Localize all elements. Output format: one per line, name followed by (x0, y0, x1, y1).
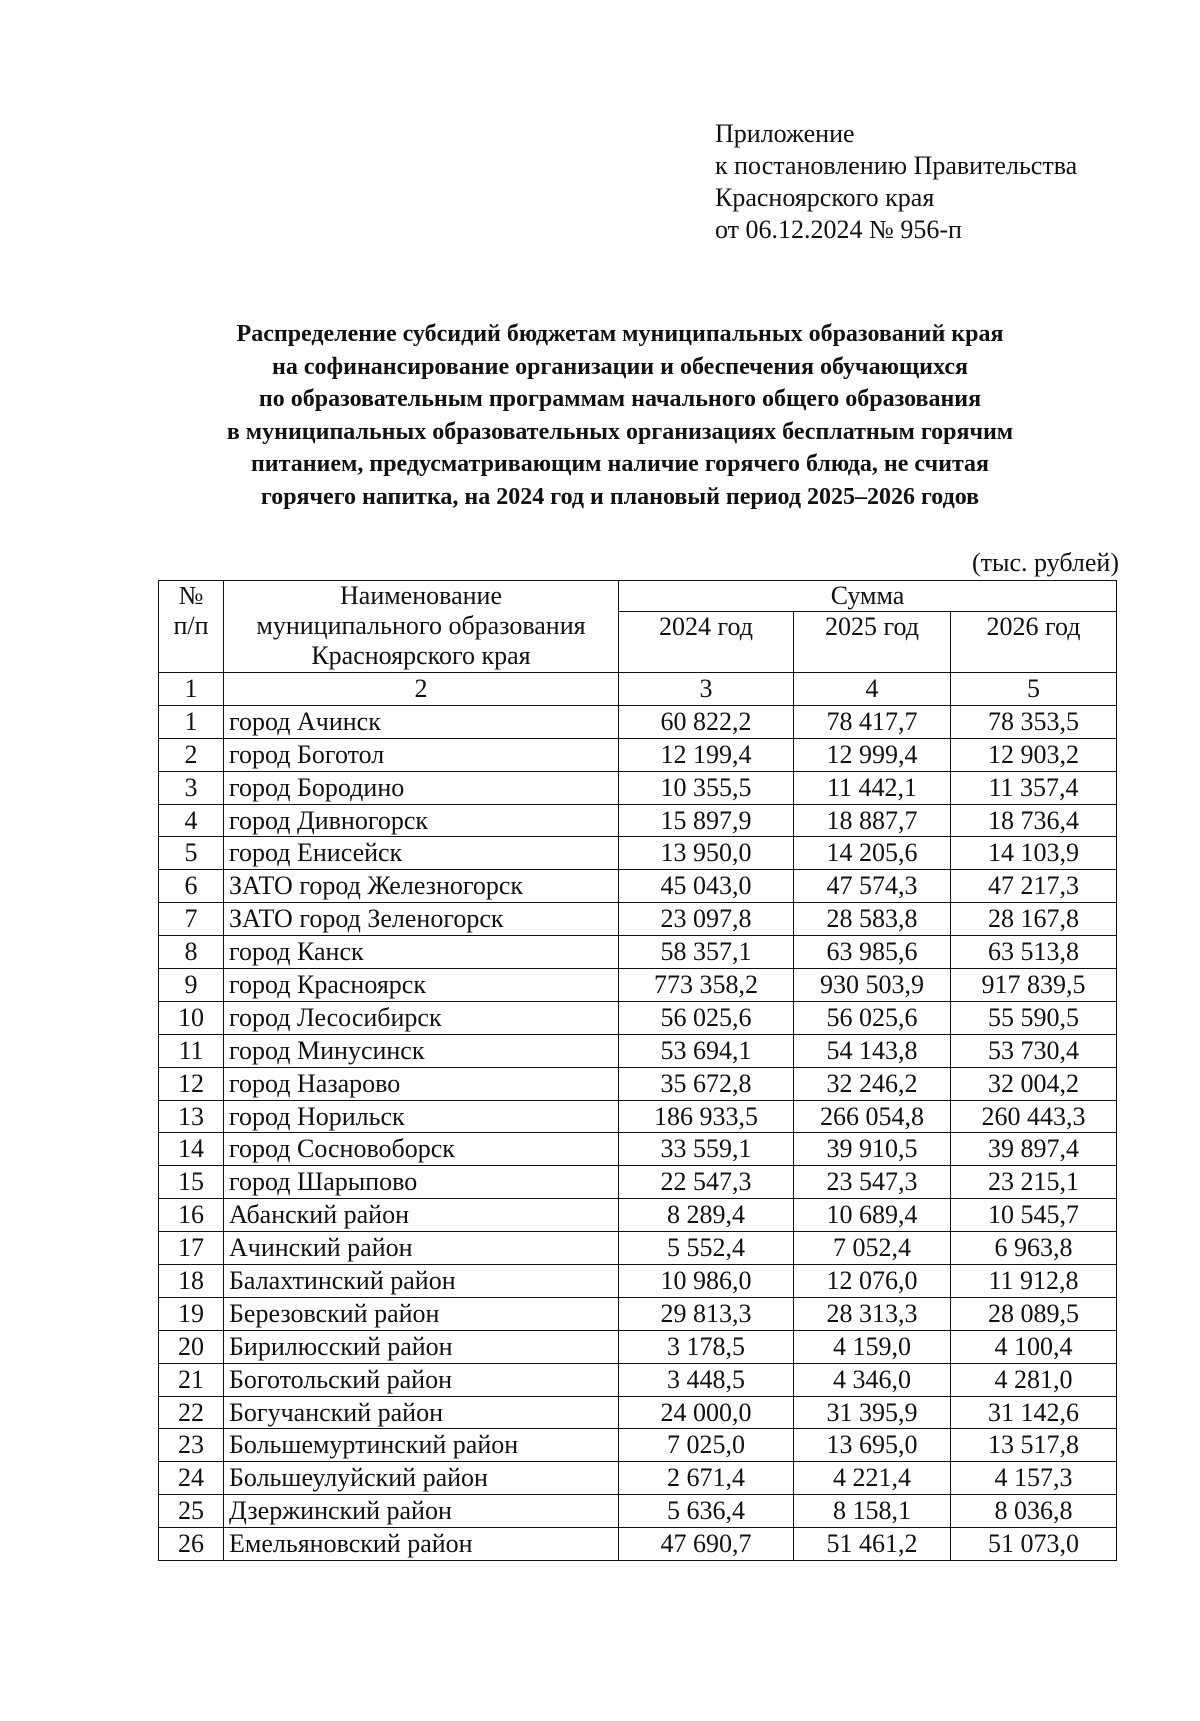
amount-2026-cell: 23 215,1 (951, 1166, 1117, 1199)
amount-2024-cell: 47 690,7 (619, 1528, 794, 1561)
municipality-name-cell: Емельяновский район (224, 1528, 619, 1561)
title-line: горячего напитка, на 2024 год и плановый период 2025–2026 годов (260, 483, 980, 510)
row-number-cell: 2 (159, 738, 224, 771)
municipality-name-cell: ЗАТО город Зеленогорск (224, 903, 619, 936)
amount-2025-cell: 47 574,3 (794, 870, 951, 903)
table-row (159, 1199, 1117, 1232)
amount-2026-cell: 47 217,3 (951, 870, 1117, 903)
table-row (159, 1265, 1117, 1298)
amount-2026-cell: 8 036,8 (951, 1495, 1117, 1528)
row-number-cell: 10 (159, 1001, 224, 1034)
amount-2025-cell: 32 246,2 (794, 1067, 951, 1100)
municipality-name-cell: город Лесосибирск (224, 1001, 619, 1034)
amount-2025-cell: 12 076,0 (794, 1265, 951, 1298)
amount-2025-cell: 4 221,4 (794, 1462, 951, 1495)
row-number-cell: 22 (159, 1396, 224, 1429)
municipality-name-cell: город Ачинск (224, 705, 619, 738)
table-row (159, 1363, 1117, 1396)
amount-2024-cell: 7 025,0 (619, 1429, 794, 1462)
amount-2024-cell: 2 671,4 (619, 1462, 794, 1495)
row-number-cell: 6 (159, 870, 224, 903)
table-row (159, 1396, 1117, 1429)
header-year-2024: 2024 год (619, 612, 794, 673)
amount-2025-cell: 11 442,1 (794, 771, 951, 804)
row-number-cell: 3 (159, 771, 224, 804)
amount-2024-cell: 60 822,2 (619, 705, 794, 738)
amount-2026-cell: 917 839,5 (951, 969, 1117, 1002)
table-body (159, 705, 1117, 1560)
table-row (159, 1495, 1117, 1528)
column-number: 1 (159, 673, 224, 706)
amount-2026-cell: 63 513,8 (951, 936, 1117, 969)
appendix-line: от 06.12.2024 № 956-п (715, 215, 962, 244)
amount-2024-cell: 33 559,1 (619, 1133, 794, 1166)
municipality-name-cell: Балахтинский район (224, 1265, 619, 1298)
row-number-cell: 13 (159, 1100, 224, 1133)
table-row (159, 1100, 1117, 1133)
amount-2024-cell: 5 552,4 (619, 1232, 794, 1265)
amount-2024-cell: 56 025,6 (619, 1001, 794, 1034)
row-number-cell: 16 (159, 1199, 224, 1232)
amount-2026-cell: 31 142,6 (951, 1396, 1117, 1429)
amount-2025-cell: 8 158,1 (794, 1495, 951, 1528)
table-row (159, 705, 1117, 738)
municipality-name-cell: город Канск (224, 936, 619, 969)
column-number: 5 (951, 673, 1117, 706)
appendix-line: к постановлению Правительства (715, 151, 1078, 180)
row-number-cell: 23 (159, 1429, 224, 1462)
amount-2026-cell: 28 167,8 (951, 903, 1117, 936)
column-number: 4 (794, 673, 951, 706)
row-number-cell: 11 (159, 1034, 224, 1067)
municipality-name-cell: ЗАТО город Железногорск (224, 870, 619, 903)
amount-2025-cell: 54 143,8 (794, 1034, 951, 1067)
document-title (140, 318, 1100, 513)
table-row (159, 1166, 1117, 1199)
amount-2024-cell: 35 672,8 (619, 1067, 794, 1100)
table-row (159, 903, 1117, 936)
amount-2024-cell: 22 547,3 (619, 1166, 794, 1199)
column-number: 2 (224, 673, 619, 706)
amount-2024-cell: 3 448,5 (619, 1363, 794, 1396)
amount-2025-cell: 51 461,2 (794, 1528, 951, 1561)
table-row (159, 738, 1117, 771)
amount-2025-cell: 28 583,8 (794, 903, 951, 936)
row-number-cell: 26 (159, 1528, 224, 1561)
row-number-cell: 5 (159, 837, 224, 870)
table-row (159, 1232, 1117, 1265)
table-row (159, 1330, 1117, 1363)
amount-2025-cell: 10 689,4 (794, 1199, 951, 1232)
amount-2025-cell: 39 910,5 (794, 1133, 951, 1166)
amount-2025-cell: 7 052,4 (794, 1232, 951, 1265)
amount-2024-cell: 186 933,5 (619, 1100, 794, 1133)
amount-2025-cell: 56 025,6 (794, 1001, 951, 1034)
row-number-cell: 21 (159, 1363, 224, 1396)
header-year-2026: 2026 год (951, 612, 1117, 673)
subsidy-table (158, 580, 1117, 1561)
amount-2024-cell: 53 694,1 (619, 1034, 794, 1067)
municipality-name-cell: город Минусинск (224, 1034, 619, 1067)
table-row (159, 1429, 1117, 1462)
municipality-name-cell: город Красноярск (224, 969, 619, 1002)
amount-2025-cell: 63 985,6 (794, 936, 951, 969)
header-name: Наименование муниципального образования Красноярского края (224, 581, 619, 673)
amount-2026-cell: 14 103,9 (951, 837, 1117, 870)
amount-2024-cell: 3 178,5 (619, 1330, 794, 1363)
municipality-name-cell: город Боготол (224, 738, 619, 771)
amount-2026-cell: 6 963,8 (951, 1232, 1117, 1265)
amount-2025-cell: 266 054,8 (794, 1100, 951, 1133)
amount-2026-cell: 32 004,2 (951, 1067, 1117, 1100)
municipality-name-cell: Бирилюсский район (224, 1330, 619, 1363)
municipality-name-cell: город Дивногорск (224, 804, 619, 837)
header-number: № п/п (159, 581, 224, 673)
amount-2025-cell: 4 346,0 (794, 1363, 951, 1396)
municipality-name-cell: Березовский район (224, 1297, 619, 1330)
row-number-cell: 4 (159, 804, 224, 837)
title-line: на софинансирование организации и обеспечения обучающихся (272, 353, 968, 380)
amount-2024-cell: 10 355,5 (619, 771, 794, 804)
amount-2026-cell: 4 281,0 (951, 1363, 1117, 1396)
amount-2024-cell: 12 199,4 (619, 738, 794, 771)
municipality-name-cell: Богучанский район (224, 1396, 619, 1429)
amount-2026-cell: 78 353,5 (951, 705, 1117, 738)
amount-2026-cell: 12 903,2 (951, 738, 1117, 771)
units-label: (тыс. рублей) (971, 548, 1119, 577)
row-number-cell: 19 (159, 1297, 224, 1330)
row-number-cell: 1 (159, 705, 224, 738)
amount-2025-cell: 13 695,0 (794, 1429, 951, 1462)
amount-2026-cell: 260 443,3 (951, 1100, 1117, 1133)
amount-2024-cell: 10 986,0 (619, 1265, 794, 1298)
municipality-name-cell: Дзержинский район (224, 1495, 619, 1528)
table-row (159, 936, 1117, 969)
table-row (159, 1528, 1117, 1561)
municipality-name-cell: Большеулуйский район (224, 1462, 619, 1495)
amount-2024-cell: 13 950,0 (619, 837, 794, 870)
amount-2026-cell: 18 736,4 (951, 804, 1117, 837)
table-row (159, 771, 1117, 804)
amount-2025-cell: 12 999,4 (794, 738, 951, 771)
amount-2026-cell: 28 089,5 (951, 1297, 1117, 1330)
table-row (159, 969, 1117, 1002)
municipality-name-cell: Боготольский район (224, 1363, 619, 1396)
amount-2025-cell: 18 887,7 (794, 804, 951, 837)
appendix-line: Приложение (715, 119, 855, 148)
row-number-cell: 7 (159, 903, 224, 936)
amount-2025-cell: 31 395,9 (794, 1396, 951, 1429)
table-row (159, 1067, 1117, 1100)
amount-2026-cell: 51 073,0 (951, 1528, 1117, 1561)
row-number-cell: 14 (159, 1133, 224, 1166)
amount-2024-cell: 45 043,0 (619, 870, 794, 903)
amount-2024-cell: 29 813,3 (619, 1297, 794, 1330)
amount-2026-cell: 11 357,4 (951, 771, 1117, 804)
header-sum: Сумма (619, 581, 1117, 612)
amount-2024-cell: 8 289,4 (619, 1199, 794, 1232)
table-row (159, 1001, 1117, 1034)
amount-2025-cell: 4 159,0 (794, 1330, 951, 1363)
municipality-name-cell: город Бородино (224, 771, 619, 804)
amount-2026-cell: 53 730,4 (951, 1034, 1117, 1067)
amount-2025-cell: 28 313,3 (794, 1297, 951, 1330)
table-row (159, 837, 1117, 870)
row-number-cell: 9 (159, 969, 224, 1002)
row-number-cell: 25 (159, 1495, 224, 1528)
amount-2026-cell: 10 545,7 (951, 1199, 1117, 1232)
title-line: в муниципальных образовательных организациях бесплатным горячим (226, 418, 1014, 445)
title-line: питанием, предусматривающим наличие горячего блюда, не считая (250, 451, 990, 477)
appendix-block (715, 118, 1077, 246)
table-row (159, 1462, 1117, 1495)
amount-2026-cell: 13 517,8 (951, 1429, 1117, 1462)
amount-2025-cell: 23 547,3 (794, 1166, 951, 1199)
row-number-cell: 18 (159, 1265, 224, 1298)
amount-2024-cell: 773 358,2 (619, 969, 794, 1002)
title-line: Распределение субсидий бюджетам муниципальных образований края (236, 321, 1004, 347)
amount-2025-cell: 14 205,6 (794, 837, 951, 870)
column-number: 3 (619, 673, 794, 706)
table-row (159, 1034, 1117, 1067)
table-row (159, 1297, 1117, 1330)
row-number-cell: 12 (159, 1067, 224, 1100)
row-number-cell: 20 (159, 1330, 224, 1363)
column-number-row (159, 673, 1117, 706)
table-row (159, 870, 1117, 903)
municipality-name-cell: город Назарово (224, 1067, 619, 1100)
municipality-name-cell: Большемуртинский район (224, 1429, 619, 1462)
amount-2024-cell: 58 357,1 (619, 936, 794, 969)
amount-2025-cell: 78 417,7 (794, 705, 951, 738)
amount-2026-cell: 4 100,4 (951, 1330, 1117, 1363)
amount-2024-cell: 24 000,0 (619, 1396, 794, 1429)
amount-2026-cell: 11 912,8 (951, 1265, 1117, 1298)
amount-2025-cell: 930 503,9 (794, 969, 951, 1002)
row-number-cell: 15 (159, 1166, 224, 1199)
amount-2026-cell: 39 897,4 (951, 1133, 1117, 1166)
table-row (159, 804, 1117, 837)
title-line: по образовательным программам начального общего образования (258, 386, 982, 412)
municipality-name-cell: город Шарыпово (224, 1166, 619, 1199)
amount-2024-cell: 23 097,8 (619, 903, 794, 936)
table-row (159, 1133, 1117, 1166)
amount-2026-cell: 4 157,3 (951, 1462, 1117, 1495)
row-number-cell: 17 (159, 1232, 224, 1265)
appendix-line: Красноярского края (715, 183, 935, 212)
municipality-name-cell: Абанский район (224, 1199, 619, 1232)
municipality-name-cell: Ачинский район (224, 1232, 619, 1265)
row-number-cell: 8 (159, 936, 224, 969)
header-year-2025: 2025 год (794, 612, 951, 673)
amount-2024-cell: 15 897,9 (619, 804, 794, 837)
municipality-name-cell: город Сосновоборск (224, 1133, 619, 1166)
municipality-name-cell: город Енисейск (224, 837, 619, 870)
amount-2026-cell: 55 590,5 (951, 1001, 1117, 1034)
row-number-cell: 24 (159, 1462, 224, 1495)
municipality-name-cell: город Норильск (224, 1100, 619, 1133)
amount-2024-cell: 5 636,4 (619, 1495, 794, 1528)
